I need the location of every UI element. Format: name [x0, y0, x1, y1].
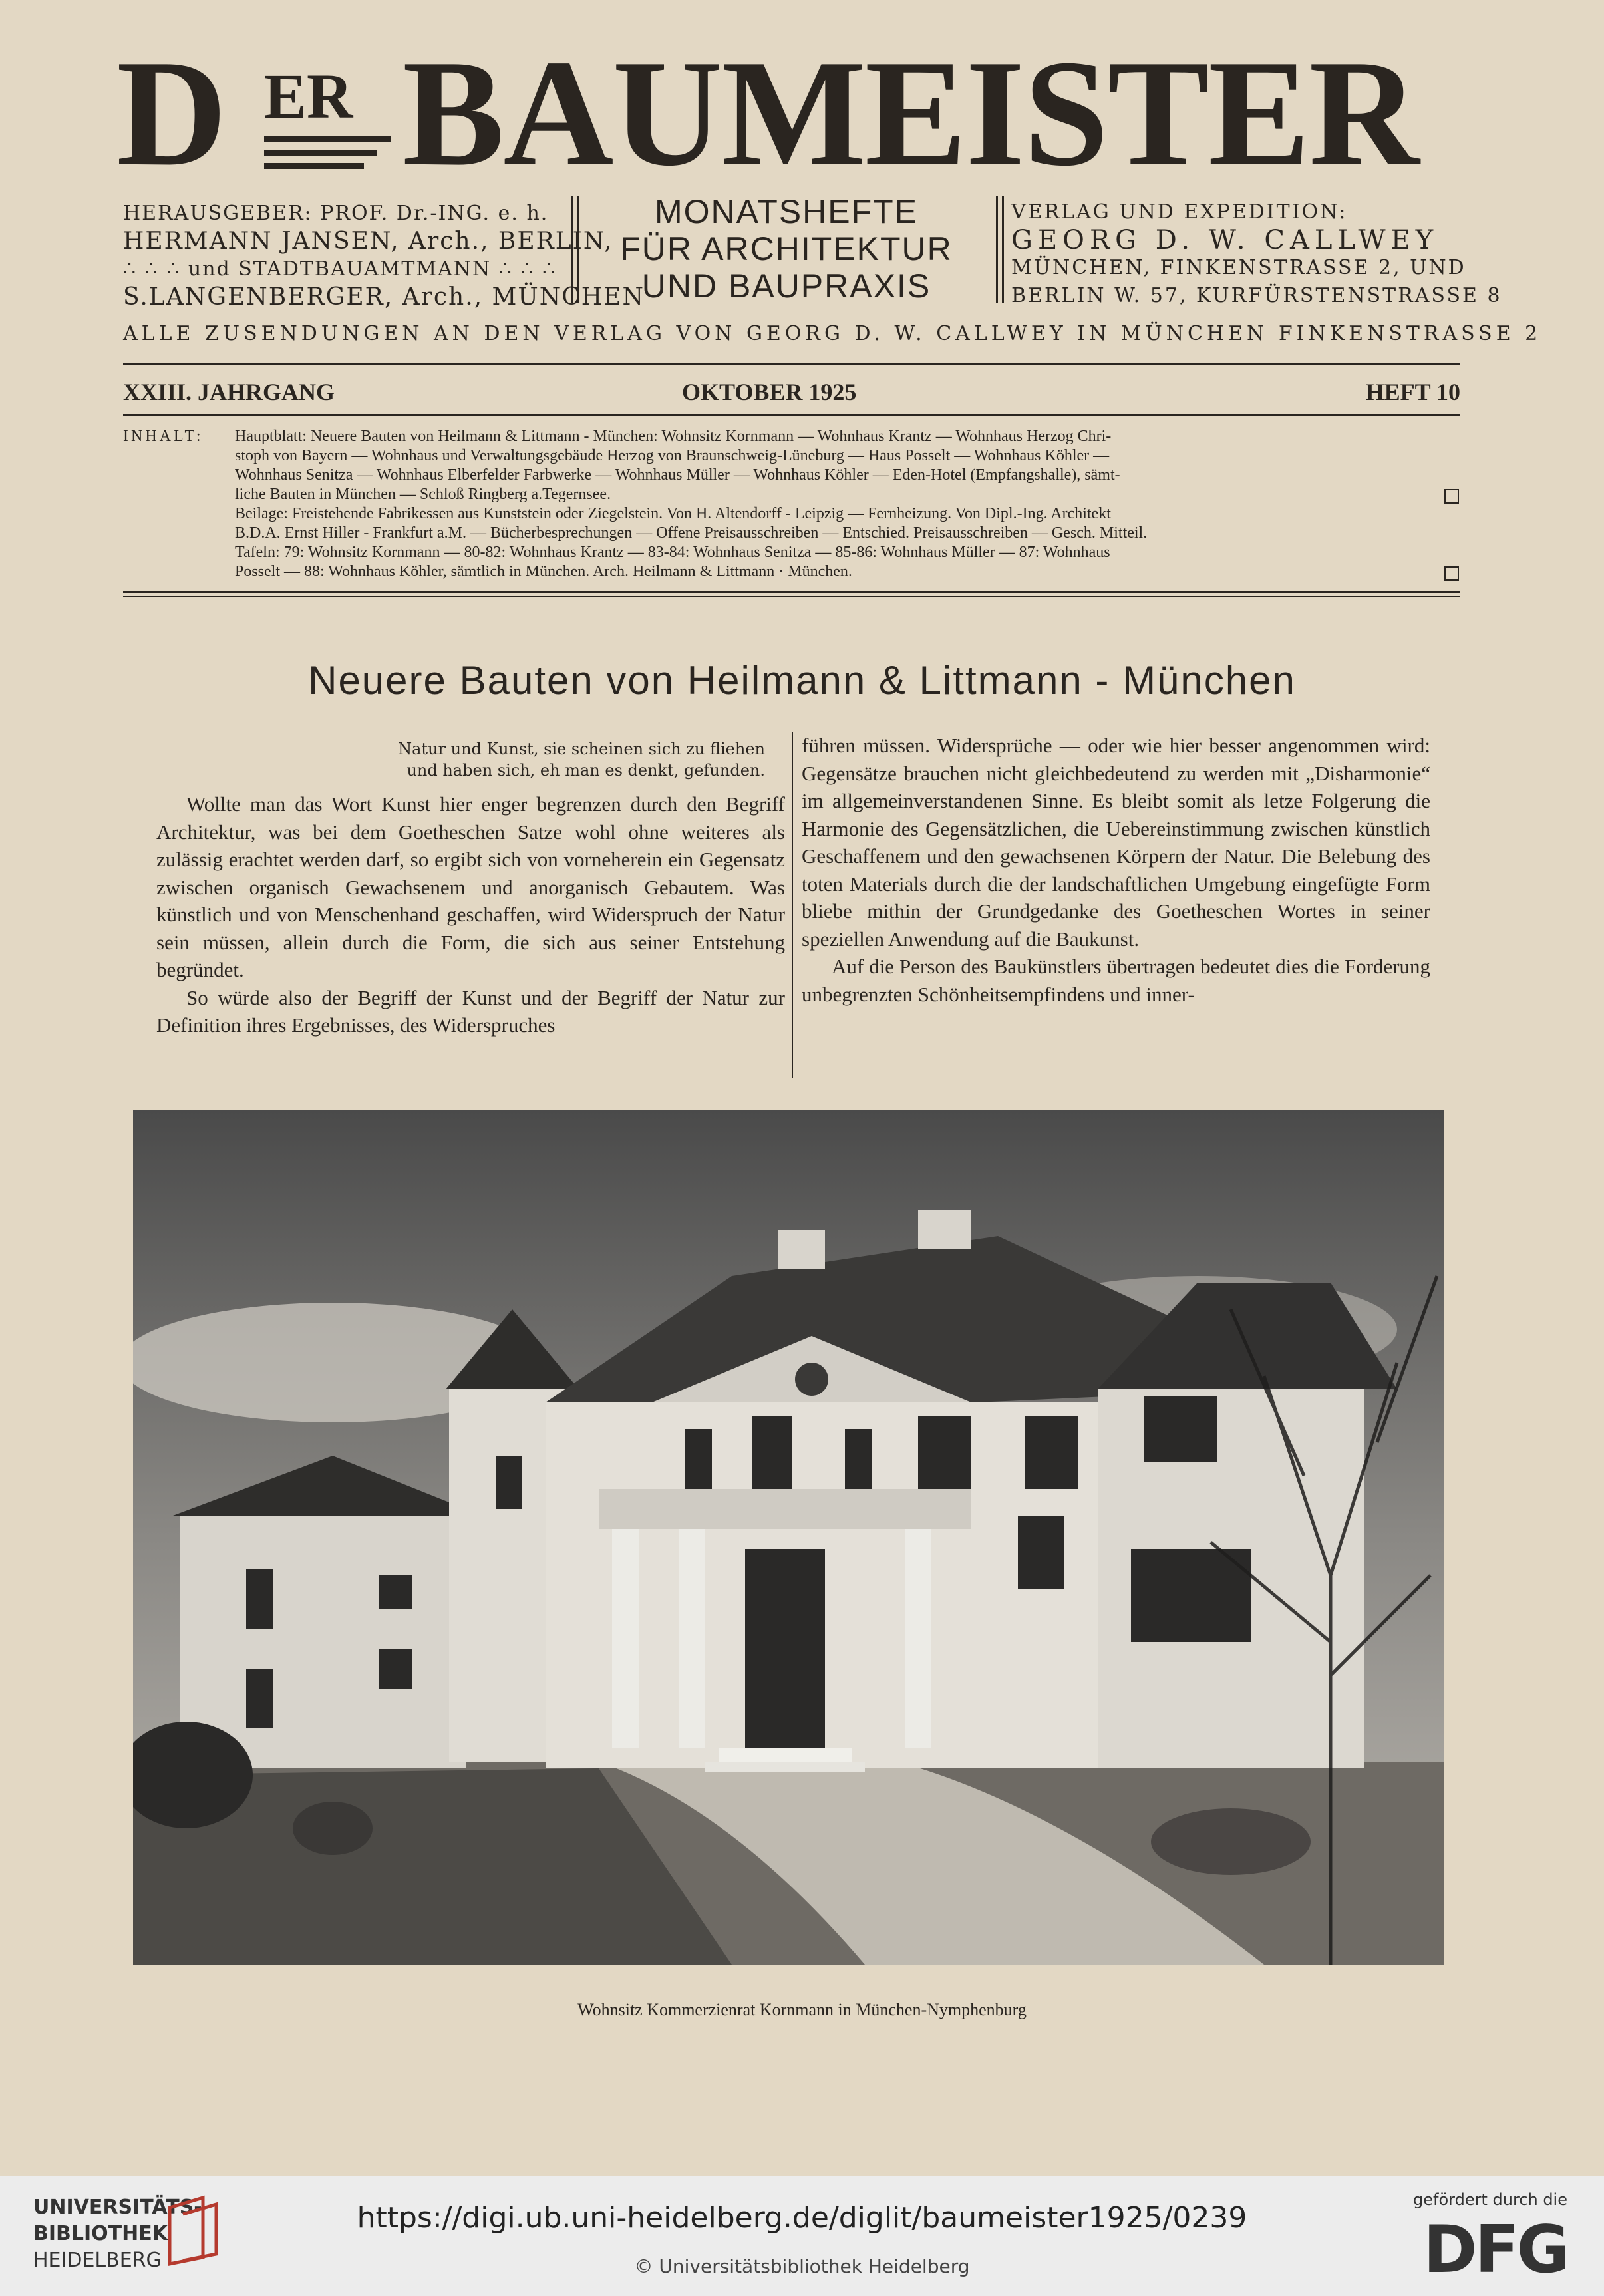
masthead — [116, 28, 1460, 198]
motto-line: und haben sich, eh man es denkt, gefunden. — [406, 761, 765, 780]
editors-line: HERMANN JANSEN, Arch., BERLIN, — [123, 228, 613, 255]
publisher-block — [1011, 198, 1502, 310]
permalink-url[interactable]: https://digi.ub.uni-heidelberg.de/diglit/baumeister1925/0239 — [357, 2201, 1247, 2235]
rule-mid — [123, 414, 1460, 416]
library-name-line: HEIDELBERG — [33, 2249, 162, 2272]
library-name-line: BIBLIOTHEK — [33, 2222, 168, 2245]
contents-line: Tafeln: 79: Wohnsitz Kornmann — 80-82: Wohnhaus Krantz — 83-84: Wohnhaus Senitza — 85-86: Wohnhaus Müller — 87: Wohnhaus — [235, 544, 1110, 561]
paragraph: führen müssen. Widersprüche — oder wie hier besser angenommen wird: Gegensätze brauchen nicht gleichbedeutend zu werden mit „Disharmonie“ im allgemeinverstandenen Sinne. Es bleibt somit als letze Folgerung die Harmonie des Gegensätzlichen, die Uebereinstimmung zwischen künstlich Geschaffenem und den gewachsenen Körpern der Natur. Die Belebung des toten Materials durch die der landschaftlichen Umgebung eingefügte Form bliebe mithin der Grundgedanke des Goetheschen Wortes in seiner speziellen Anwendung auf die Baukunst. — [802, 734, 1430, 951]
column-divider — [792, 732, 793, 1078]
paragraph: So würde also der Begriff der Kunst und der Begriff der Natur zur Definition ihres Ergebnisses, des Widerspruches — [156, 985, 785, 1037]
contents-line: B.D.A. Ernst Hiller - Frankfurt a.M. — Bücherbesprechungen — Offene Preisausschreiben — Entschied. Preisausschreiben — Gesch. Mitteil. — [235, 524, 1148, 542]
article-title: Neuere Bauten von Heilmann & Littmann - München — [308, 658, 1296, 703]
editors-line: ∴ ∴ ∴ und STADTBAUAMTMANN ∴ ∴ ∴ — [123, 257, 557, 281]
publisher-line: VERLAG UND EXPEDITION: — [1011, 200, 1348, 224]
masthead-der-d: D — [116, 28, 229, 198]
contents-line: stoph von Bayern — Wohnhaus und Verwaltungsgebäude Herzog von Braunschweig-Lüneburg — Haus Posselt — Wohnhaus Köhler — — [235, 447, 1110, 464]
contents-label: INHALT: — [123, 428, 204, 445]
sendings-notice: ALLE ZUSENDUNGEN AN DEN VERLAG VON GEORG D. W. CALLWEY IN MÜNCHEN FINKENSTRASSE 2 — [123, 322, 1542, 345]
contents-body — [235, 427, 1459, 581]
photo-caption: Wohnsitz Kommerzienrat Kornmann in München-Nymphenburg — [577, 2000, 1027, 2019]
contents-line: Wohnhaus Senitza — Wohnhaus Elberfelder Farbwerke — Wohnhaus Müller — Wohnhaus Köhler — Eden-Hotel (Empfangshalle), sämt- — [235, 466, 1120, 484]
contents-line — [235, 485, 1459, 504]
publisher-line: MÜNCHEN, FINKENSTRASSE 2, UND — [1011, 256, 1466, 279]
issue-line — [123, 378, 1460, 411]
funding-note: gefördert durch die — [1413, 2190, 1567, 2209]
paragraph: Auf die Person des Baukünstlers übertragen bedeutet dies die Forderung unbegrenzten Schönheitsempfindens und inner- — [802, 955, 1430, 1006]
issue-date: OKTOBER 1925 — [682, 379, 857, 405]
rule-bottom — [123, 591, 1460, 593]
masthead-title: BAUMEISTER — [402, 28, 1418, 198]
end-square-icon — [1444, 566, 1459, 581]
editors-block — [123, 200, 645, 311]
masthead-der-er: ER — [264, 61, 353, 132]
motto-line: Natur und Kunst, sie scheinen sich zu fliehen — [398, 740, 765, 758]
contents-text: Posselt — 88: Wohnhaus Köhler, sämtlich in München. Arch. Heilmann & Littmann · München. — [235, 563, 852, 580]
contents-line: Beilage: Freistehende Fabrikessen aus Kunststein oder Ziegelstein. Von H. Altendorff - Leipzig — Fernheizung. Von Dipl.-Ing. Architekt — [235, 505, 1111, 522]
end-square-icon — [1444, 489, 1459, 504]
motto — [240, 738, 765, 781]
header-divider — [996, 196, 1004, 303]
subtitle-block — [580, 193, 993, 305]
text-column-left — [156, 790, 785, 1039]
publisher-line: GEORG D. W. CALLWEY — [1011, 225, 1439, 255]
subtitle-line: UND BAUPRAXIS — [641, 267, 931, 305]
library-name-line: UNIVERSITÄTS- — [33, 2196, 202, 2219]
volume: XXIII. JAHRGANG — [123, 379, 335, 405]
contents-line: Hauptblatt: Neuere Bauten von Heilmann & Littmann - München: Wohnsitz Kornmann — Wohnhaus Krantz — Wohnhaus Herzog Chri- — [235, 428, 1112, 445]
text-column-right — [802, 732, 1430, 1008]
dfg-logo: DFG — [1423, 2212, 1567, 2288]
editors-line: HERAUSGEBER: PROF. Dr.-ING. e. h. — [123, 202, 549, 225]
subtitle-line: FÜR ARCHITEKTUR — [620, 230, 953, 267]
issue-number: HEFT 10 — [1365, 379, 1460, 405]
subtitle-line: MONATSHEFTE — [654, 193, 919, 230]
contents-line — [235, 562, 1459, 581]
villa-photograph — [133, 1110, 1444, 1965]
copyright-notice: © Universitätsbibliothek Heidelberg — [634, 2255, 970, 2277]
rule-bottom-thin — [123, 596, 1460, 597]
digitization-footer — [0, 2176, 1604, 2296]
editors-line: S.LANGENBERGER, Arch., MÜNCHEN — [123, 283, 645, 311]
paragraph: Wollte man das Wort Kunst hier enger begrenzen durch den Begriff Architektur, was bei dem Goetheschen Satze wohl ohne weiteres als zulässig erachtet werden darf, so ergibt sich von vorneherein ein Gegensatz zwischen organisch Gewachsenem und anorganisch Gebautem. Was künstlich und von Menschenhand geschaffen, wird Widerspruch der Natur sein müssen, allein durch die Form, die sich aus seiner Entstehung begründet. — [156, 792, 785, 981]
rule-top — [123, 363, 1460, 365]
header-divider — [571, 196, 579, 303]
villa-photo-image — [133, 1110, 1444, 1965]
masthead-ornament-lines — [264, 136, 391, 176]
contents-text: liche Bauten in München — Schloß Ringberg a.Tegernsee. — [235, 486, 611, 503]
publisher-line: BERLIN W. 57, KURFÜRSTENSTRASSE 8 — [1011, 284, 1502, 307]
